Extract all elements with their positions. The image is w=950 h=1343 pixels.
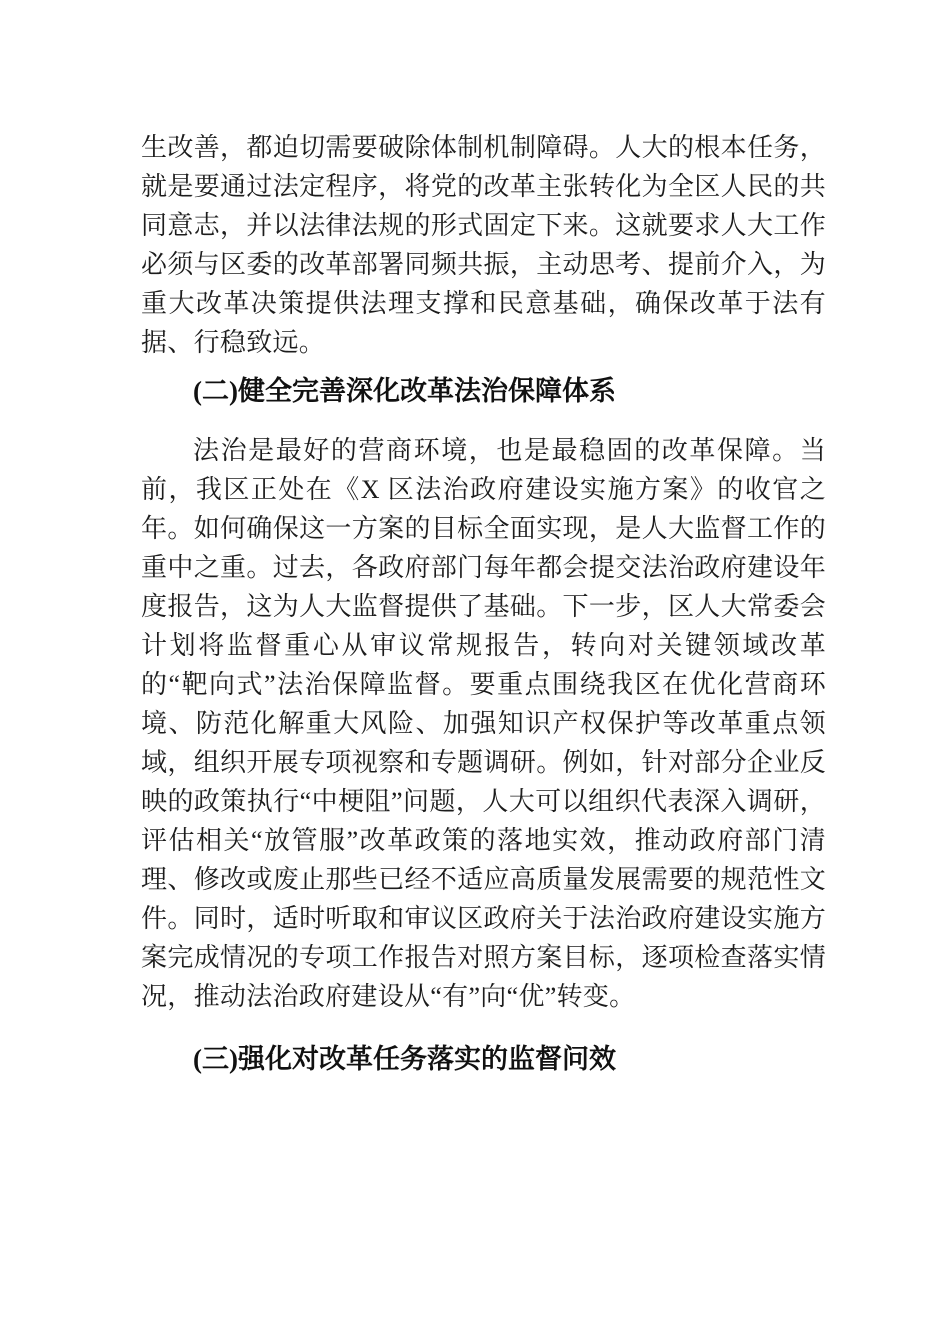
- paragraph-reform-legal-basis: 生改善，都迫切需要破除体制机制障碍。人大的根本任务，就是要通过法定程序，将党的改革主张转化为全区人民的共同意志，并以法律法规的形式固定下来。这就要求人大工作必须与区委的改革部署同频共振，主动思考、提前介入，为重大改革决策提供法理支撑和民意基础，确保改革于法有据、行稳致远。: [141, 133, 826, 357]
- paragraph-rule-of-law-government: 法治是最好的营商环境，也是最稳固的改革保障。当前，我区正处在《X 区法治政府建设实施方案》的收官之年。如何确保这一方案的目标全面实现，是人大监督工作的重中之重。过去，各政府部门每年都会提交法治政府建设年度报告，这为人大监督提供了基础。下一步，区人大常委会计划将监督重心从审议常规报告，转向对关键领域改革的“靶向式”法治保障监督。要重点围绕我区在优化营商环境、防范化解重大风险、加强知识产权保护等改革重点领域，组织开展专项视察和专题调研。例如，针对部分企业反映的政策执行“中梗阻”问题，人大可以组织代表深入调研，评估相关“放管服”改革政策的落地实效，推动政府部门清理、修改或废止那些已经不适应高质量发展需要的规范性文件。同时，适时听取和审议区政府关于法治政府建设实施方案完成情况的专项工作报告对照方案目标，逐项检查落实情况，推动法治政府建设从“有”向“优”转变。: [141, 436, 826, 1011]
- heading-section-2-rule-of-law-guarantee: (二)健全完善深化改革法治保障体系: [193, 376, 616, 406]
- heading-section-3-supervision-accountability: (三)强化对改革任务落实的监督问效: [193, 1044, 616, 1074]
